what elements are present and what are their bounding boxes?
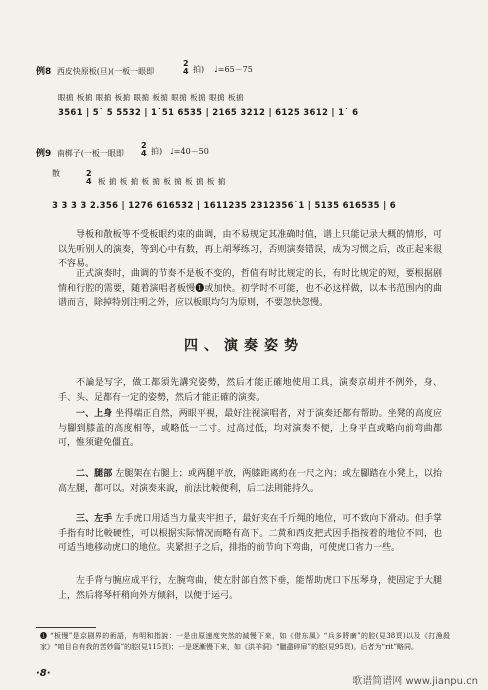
heading-left-hand: 三、左手 bbox=[76, 514, 113, 524]
example8-tempo: ♩=65－75 bbox=[214, 65, 253, 74]
example9-time-signature bbox=[141, 142, 147, 158]
section-intro: 不論是写字，做工都須先講究姿勢，然后才能正確地使用工具，演奏京胡并不例外，身、手、头、足都有一定的姿勢，然后才能正確的演奏。 bbox=[58, 378, 442, 403]
example8-label: 例8 bbox=[36, 67, 52, 77]
example9-line-time-top: 2 bbox=[86, 169, 92, 178]
page-number: ·8· bbox=[36, 668, 51, 679]
watermark: 歌谱简谱网 www.jianpu.cn bbox=[352, 676, 478, 687]
example9-line-time-bottom: 4 bbox=[86, 177, 92, 186]
paragraph-rhythm: 正式演奏时，曲调的节奏不是板不变的，哲值有时比规定的长，有时比规定的短，要根据剧情和行腔的需要，随着演唱者板慢❶或加快。初学时不可能，也不必这样做，以本书范围内的曲谱而言，除掉特别注明之外，应以板眼均匀为原则，不要忽快忽慢。 bbox=[58, 269, 442, 308]
example8-time-bottom: 4 bbox=[183, 67, 189, 76]
example9-time-signature-line bbox=[86, 170, 92, 186]
example9-beat-marks: 板 掮 板 掮 板 掮 板 掮 板 掮 板 掮 bbox=[98, 177, 226, 186]
example9-time-bottom: 4 bbox=[141, 149, 147, 158]
example9-time-top: 2 bbox=[141, 141, 147, 150]
example9-title-end: 拍) bbox=[151, 147, 163, 156]
section-legs bbox=[58, 467, 442, 496]
example8-beat-marks: 眼掮 板掮 眼掮 板掮 眼掮 板掮 眼掮 板掮 眼掮 板掮 bbox=[58, 93, 244, 102]
example8-time-top: 2 bbox=[183, 59, 189, 68]
heading-legs: 二、腿部 bbox=[76, 469, 113, 479]
section-title: 四、演奏姿势 bbox=[184, 338, 304, 354]
example9-label: 例9 bbox=[36, 149, 52, 159]
example8-time-signature bbox=[183, 60, 189, 76]
example8-notes: 3561 | 5˙ 5 5532 | 1˙51 6535 | 2165 3212 | 6125 3612 | 1˙ 6 bbox=[58, 108, 359, 118]
example9-tempo: ♩=40－50 bbox=[170, 147, 209, 156]
text-upper-body: 坐得端正自然，两眼平視，最好注视演唱者，对于演奏还都有帮助。坐凳的高度应与腳到膝盖的高度相等，或略低一二寸。过高过低，均对演奏不便，上身平直或略向前弯曲都可，惟须避免僵直。 bbox=[58, 409, 442, 448]
example9-title: 南梆子(一板一眼即 bbox=[56, 149, 124, 158]
paragraph-free-meter: 导板和散板等不受板眼约束的曲调，由不易规定其准确时值，谱上只能记录大概的情形，可以先听别人的演奏，等到心中有数，再上胡琴练习，否则演奏错误，成为习惯之后，改正起来很不容易。 bbox=[58, 230, 442, 269]
example9-header bbox=[36, 146, 124, 159]
paragraph-left-wrist: 左手背与腕应成平行，左腕弯曲，使左肘部自然下垂，能帮助虎口下压琴身，使固定于大腿上，然后将琴杆稍向外方倾斜，以便于运弓。 bbox=[58, 576, 442, 601]
text-left-hand: 左手虎口用适当力量夹牢担子，最好夹在千斤绳的地位，可不致向下滑动。但手掌手指有时比較硬性，可以根据实际情况而略有高下。二黄和西皮把式因手指按着的地位不同，也可适当地移动虎口的地位。夹紧担子之后，排指的前节向下弯曲，可使虎口省力一些。 bbox=[58, 514, 442, 553]
footnote-rule bbox=[36, 627, 96, 628]
example9-free-meter-label: 散 bbox=[52, 169, 60, 178]
example9-notes: 3 3 3 3 2.356 | 1276 616532 | 1611235 2312356˙1 | 5135 616535 | 6 bbox=[52, 201, 397, 211]
example8-title: 西皮快原板(旦)(一板一眼即 bbox=[56, 67, 155, 76]
section-upper-body bbox=[58, 407, 442, 451]
text-legs: 左腿架在右腿上；或两腿平放，两膝距离約在一尺之內；或左腳踏在小凳上，以抬高左腿，都可以。对演奏来說，前法比較便利，后二法則能持久。 bbox=[58, 469, 442, 494]
example8-header bbox=[36, 64, 154, 77]
footnote: ❶ “板慢”是京剧界的術語，有明和指說：一是由原速度突然的減慢下來，如《借东風》“兵多將廣”的腔(見38頁)以及《打漁殺家》“咱目自有我的苦妙篇”的腔(見115頁)；一是逐漸慢下來，如《洪羊洞》“臘盡碎扉”的腔(見95頁)。后者为“rit”略同。 bbox=[40, 632, 450, 651]
example8-title-end: 拍) bbox=[193, 65, 205, 74]
heading-upper-body: 一、上身 bbox=[76, 409, 113, 419]
section-left-hand bbox=[58, 512, 442, 556]
